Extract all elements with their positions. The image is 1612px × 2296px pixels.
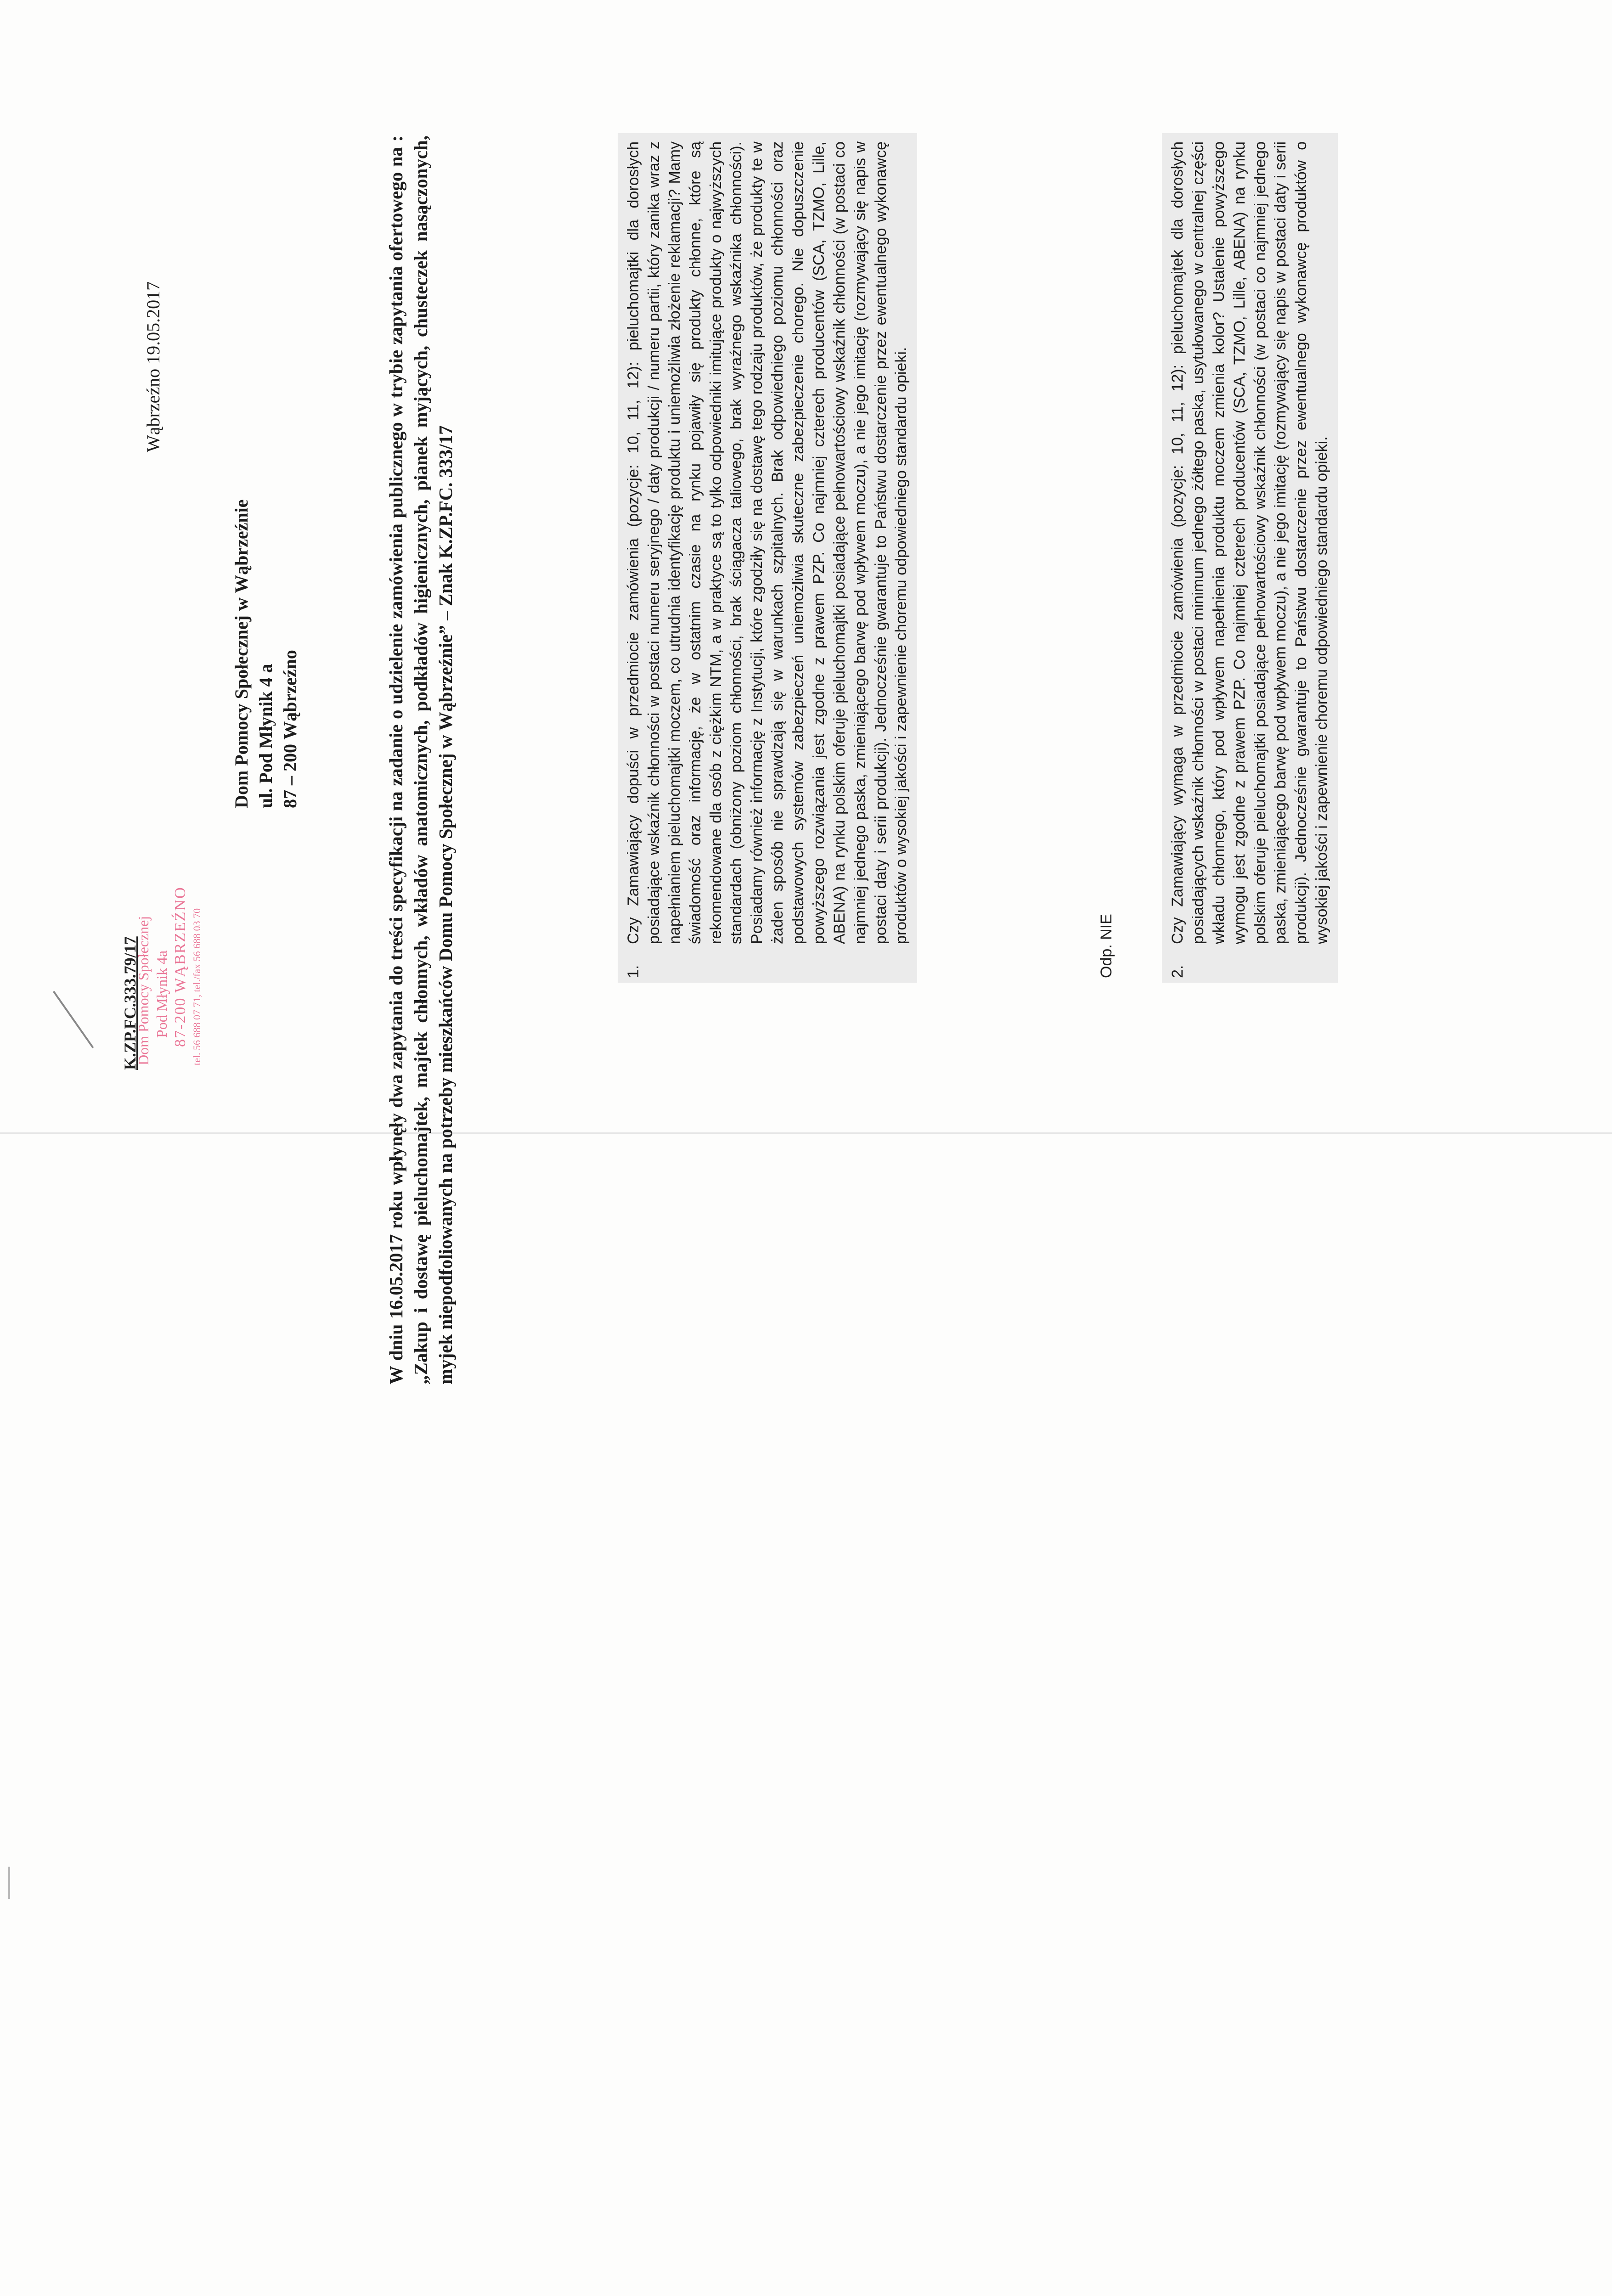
- stamp-line-phone: tel. 56 688 07 71, tel./fax 56 688 03 70: [191, 908, 203, 1065]
- answer-1: Odp. NIE: [1098, 914, 1115, 978]
- recipient-street: ul. Pod Młynik 4 a: [255, 664, 276, 808]
- institution-stamp: [134, 886, 203, 1065]
- question-number: 1.: [625, 965, 642, 978]
- place-date: Wąbrzeźno 19.05.2017: [143, 281, 163, 452]
- reference-number: K.ZP.FC.333.79/17: [121, 936, 139, 1070]
- question-number: 2.: [1169, 965, 1186, 978]
- question-box-2: [1162, 133, 1338, 983]
- recipient-city: 87 – 200 Wąbrzeźno: [279, 650, 300, 808]
- recipient-name: Dom Pomocy Społecznej w Wąbrzeźnie: [231, 499, 252, 808]
- stamp-line-street: Pod Młynik 4a: [153, 950, 170, 1038]
- intro-paragraph: W dniu 16.05.2017 roku wpłynęły dwa zapytania do treści specyfikacji na zadanie o udzielenie zamówienia publicznego w trybie zapytania ofertowego na : „Zakup i dostawę pieluchomajtek, majtek chłonnych, wkładów anatomicznych, podkładów higienicznych, pianek myjących, chusteczek nasączonych, myjek niepodfoliowanych na potrzeby mieszkańców Domu Pomocy Społecznej w Wąbrzeźnie” – Znak K.ZP.FC. 333/17: [385, 135, 457, 1384]
- question-box-1: [618, 133, 917, 983]
- recipient-address: [230, 500, 302, 808]
- question-text: Czy Zamawiający dopuści w przedmiocie zamówienia (pozycje: 10, 11, 12): pieluchomajtki dla dorosłych posiadające wskaźnik chłonności w postaci numeru seryjnego / daty produkcji / numeru partii, który zanika wraz z napełnianiem pieluchomajtki moczem, co utrudnia identyfikację produktu i uniemożliwia złożenie reklamacji? Mamy świadomość oraz informację, że w ostatnim czasie na rynku pojawiły się produkty chłonne, które są rekomendowane dla osób z ciężkim NTM, a w praktyce są to tylko odpowiedniki imitujące produkty o najwyższych standardach (obniżony poziom chłonności, brak ściągacza taliowego, brak wyraźnego wskaźnika chłonności). Posiadamy również informację z Instytucji, które zgodziły się na dostawę tego rodzaju produktów, że produkty te w żaden sposób nie sprawdzają się w warunkach szpitalnych. Brak odpowiedniego poziomu chłonności oraz podstawowych systemów zabezpieczeń uniemożliwia skuteczne zabezpieczenie chorego. Nie dopuszczenie powyższego rozwiązania jest zgodne z prawem PZP. Co najmniej czterech producentów (SCA, TZMO, Lille, ABENA) na rynku polskim oferuje pieluchomajtki posiadające pełnowartościowy wskaźnik chłonności (w postaci co najmniej jednego paska, zmieniającego barwę pod wpływem moczu), a nie jego imitację (rozmywający się napis w postaci daty i serii produkcji). Jednocześnie gwarantuje to Państwu dostarczenie przez ewentualnego wykonawcę produktów o wysokiej jakości i zapewnienie choremu odpowiedniego standardu opieki.: [625, 141, 910, 944]
- question-text: Czy Zamawiający wymaga w przedmiocie zamówienia (pozycje: 10, 11, 12): pieluchomajtek dla dorosłych posiadających wskaźnik chłonności w postaci minimum jednego żółtego paska, usytułowanego w centralnej części wkładu chłonnego, który pod wpływem napełnienia produktu moczem zmienia kolor? Ustalenie powyższego wymogu jest zgodne z prawem PZP. Co najmniej czterech producentów (SCA, TZMO, Lille, ABENA) na rynku polskim oferuje pieluchomajtki posiadające pełnowartościowy wskaźnik chłonności (w postaci co najmniej jednego paska, zmieniającego barwę pod wpływem moczu), a nie jego imitację (rozmywający się napis w postaci daty i serii produkcji). Jednocześnie gwarantuje to Państwu dostarczenie przez ewentualnego wykonawcę produktów o wysokiej jakości i zapewnienie choremu odpowiedniego standardu opieki.: [1169, 141, 1331, 944]
- scan-mark-small: [8, 1867, 10, 1899]
- stamp-line-city: 87-200 WĄBRZEŹNO: [172, 886, 189, 1047]
- page-fold-edge: [0, 1132, 1612, 1134]
- stamp-line-name: Dom Pomocy Społecznej: [135, 916, 152, 1065]
